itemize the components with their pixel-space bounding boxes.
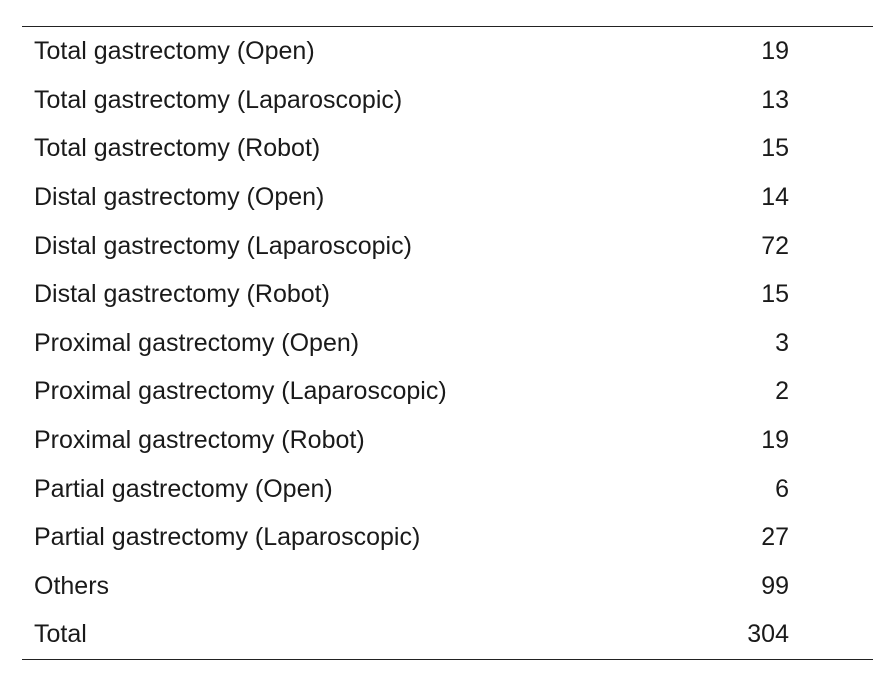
row-value: 14 [761,183,789,212]
procedure-table [22,27,873,659]
table-row [22,319,873,368]
table-row [22,367,873,416]
row-value: 19 [761,37,789,66]
table-row [22,270,873,319]
table-row [22,27,873,76]
total-value: 304 [747,620,789,649]
row-value: 13 [761,85,789,114]
row-value: 15 [761,280,789,309]
row-label: Proximal gastrectomy (Robot) [34,426,365,455]
table-row [22,513,873,562]
row-label: Proximal gastrectomy (Open) [34,328,360,357]
row-label: Distal gastrectomy (Open) [34,183,325,212]
row-label: Distal gastrectomy (Laparoscopic) [34,231,412,260]
table-row [22,173,873,222]
row-value: 2 [775,377,789,406]
table-row [22,124,873,173]
row-value: 19 [761,426,789,455]
row-value: 27 [761,523,789,552]
total-label: Total [34,620,87,649]
row-label: Total gastrectomy (Open) [34,37,315,66]
row-label: Others [34,571,110,600]
row-label: Partial gastrectomy (Open) [34,474,333,503]
row-value: 15 [761,134,789,163]
table-row [22,464,873,513]
data-table [22,26,873,660]
row-label: Distal gastrectomy (Robot) [34,280,330,309]
row-label: Partial gastrectomy (Laparoscopic) [34,523,421,552]
table-row [22,416,873,465]
row-label: Total gastrectomy (Robot) [34,134,321,163]
row-label: Proximal gastrectomy (Laparoscopic) [34,377,447,406]
row-value: 6 [775,474,789,503]
row-value: 99 [761,571,789,600]
table-row-total [22,610,873,659]
row-label: Total gastrectomy (Laparoscopic) [34,85,403,114]
table-row [22,76,873,125]
row-value: 72 [761,231,789,260]
row-value: 3 [775,328,789,357]
table-row [22,221,873,270]
table-row [22,562,873,611]
